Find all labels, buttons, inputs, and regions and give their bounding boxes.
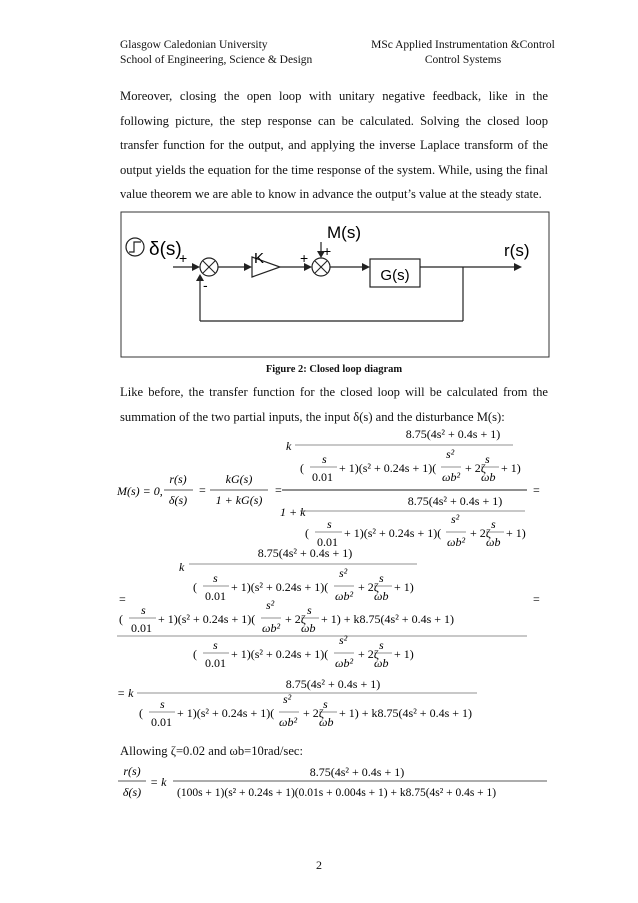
- eq1-equals-1: =: [199, 483, 206, 497]
- eq3-numpoly: 8.75(4s² + 0.4s + 1): [285, 677, 381, 691]
- plus-sign-2: +: [300, 250, 309, 266]
- eq1-mid: + 2ζ: [465, 461, 486, 475]
- eq1-kg-num: kG(s): [225, 472, 253, 486]
- eq2-k: k: [179, 560, 185, 574]
- eq2-wb-a: ωb: [374, 589, 389, 603]
- eq2-s-a: s: [213, 571, 218, 585]
- eq1-end: + 1): [501, 461, 521, 475]
- eq1-equals-2: =: [275, 483, 282, 497]
- gain-label: K: [254, 250, 265, 267]
- eq1-lhs: M(s) = 0,: [117, 484, 163, 498]
- header-right: [368, 38, 558, 68]
- final-lhs-num: r(s): [123, 764, 141, 778]
- eq3-wb2: ωb²: [279, 715, 298, 729]
- eq2-end-a: + 1): [394, 580, 414, 594]
- eq2-end-c: + 1): [394, 647, 414, 661]
- eq2-wb2-c: ωb²: [335, 656, 354, 670]
- eq2-s2-a: s²: [339, 566, 348, 580]
- equations-block: [115, 425, 555, 735]
- second-paragraph: Like before, the transfer function for the closed loop will be calculated from the summation of the two partial inputs, the input δ(s) and the disturbance M(s):: [120, 385, 548, 424]
- school-name: School of Engineering, Science & Design: [120, 54, 313, 66]
- input-label: δ(s): [149, 239, 182, 260]
- eq1-001-bot: 0.01: [317, 535, 338, 549]
- final-eq-k: = k: [150, 775, 167, 789]
- eq1-wb-top: ωb: [481, 470, 496, 484]
- eq1-mid-b: + 2ζ: [470, 526, 491, 540]
- page-number: 2: [316, 858, 322, 872]
- eq2-factor-c: + 1)(s² + 0.24s + 1)(: [231, 647, 329, 661]
- eq2-001-a: 0.01: [205, 589, 226, 603]
- eq1-k-top: k: [286, 439, 292, 453]
- eq1-open-paren: (: [300, 461, 304, 475]
- eq1-kg-den: 1 + kG(s): [215, 493, 263, 507]
- eq2-equals-right: =: [533, 592, 540, 606]
- eq1-factor-1-b: + 1)(s² + 0.24s + 1)(: [344, 526, 442, 540]
- eq2-mid-c: + 2ζ: [358, 647, 379, 661]
- eq2-end-b: + 1) + k8.75(4s² + 0.4s + 1): [321, 612, 454, 626]
- eq3-end: + 1) + k8.75(4s² + 0.4s + 1): [339, 706, 472, 720]
- eq1-equals-3: =: [533, 483, 540, 497]
- eq2-wb-c: ωb: [374, 656, 389, 670]
- eq2-wb2-a: ωb²: [335, 589, 354, 603]
- eq2-numpoly: 8.75(4s² + 0.4s + 1): [257, 546, 353, 560]
- eq2-equals-left: =: [119, 592, 126, 606]
- course-name: MSc Applied Instrumentation &Control: [371, 39, 555, 51]
- eq2-s-c: s: [213, 638, 218, 652]
- eq1-s2-bot: s²: [451, 512, 460, 526]
- allowing-text: Allowing ζ=0.02 and ωb=10rad/sec:: [120, 744, 304, 758]
- figure-caption: Figure 2: Closed loop diagram: [265, 364, 403, 375]
- output-label: r(s): [504, 241, 530, 260]
- eq2-mid-b: + 2ζ: [285, 612, 306, 626]
- final-equation: [115, 762, 555, 807]
- eq2-paren-b: (: [119, 612, 123, 626]
- eq1-open-paren-b: (: [305, 526, 309, 540]
- header-left: [120, 38, 312, 68]
- eq2-factor-a: + 1)(s² + 0.24s + 1)(: [231, 580, 329, 594]
- eq2-wb2-b: ωb²: [262, 621, 281, 635]
- eq1-ratio-num: r(s): [169, 472, 187, 486]
- eq3-k: = k: [117, 686, 134, 700]
- minus-sign: -: [203, 277, 208, 293]
- eq3-mid: + 2ζ: [303, 706, 324, 720]
- eq2-s-c2: s: [379, 638, 384, 652]
- eq2-wb-b: ωb: [301, 621, 316, 635]
- eq2-s-a2: s: [379, 571, 384, 585]
- eq3-wb: ωb: [319, 715, 334, 729]
- closed-loop-diagram: [120, 211, 550, 358]
- eq1-factor-1: + 1)(s² + 0.24s + 1)(: [339, 461, 437, 475]
- eq1-numpoly-bot: 8.75(4s² + 0.4s + 1): [407, 494, 503, 508]
- eq1-s-top: s: [322, 452, 327, 466]
- final-lhs-den: δ(s): [122, 785, 142, 799]
- eq3-s2: s²: [283, 692, 292, 706]
- eq1-s-top-2: s: [485, 452, 490, 466]
- eq1-numpoly-top: 8.75(4s² + 0.4s + 1): [405, 427, 501, 441]
- final-numerator: 8.75(4s² + 0.4s + 1): [309, 765, 405, 779]
- plus-sign-1: +: [179, 250, 188, 266]
- eq3-s-2: s: [323, 697, 328, 711]
- eq1-end-b: + 1): [506, 526, 526, 540]
- eq1-s-bot: s: [327, 517, 332, 531]
- final-denominator: (100s + 1)(s² + 0.24s + 1)(0.01s + 0.004s + 1) + k8.75(4s² + 0.4s + 1): [177, 787, 497, 799]
- eq2-001-b: 0.01: [131, 621, 152, 635]
- eq2-factor-b: + 1)(s² + 0.24s + 1)(: [158, 612, 256, 626]
- plant-label: G(s): [380, 267, 410, 284]
- eq3-paren: (: [139, 706, 143, 720]
- university-name: Glasgow Caledonian University: [120, 39, 268, 51]
- module-name: Control Systems: [424, 54, 502, 66]
- eq2-mid-a: + 2ζ: [358, 580, 379, 594]
- eq1-wb-bot: ωb: [486, 535, 501, 549]
- eq2-s-b: s: [141, 603, 146, 617]
- eq2-s2-c: s²: [339, 633, 348, 647]
- eq2-s-b2: s: [307, 603, 312, 617]
- eq2-paren-a: (: [193, 580, 197, 594]
- eq3-factor: + 1)(s² + 0.24s + 1)(: [177, 706, 275, 720]
- eq1-ratio-den: δ(s): [168, 493, 188, 507]
- disturbance-label: M(s): [327, 223, 361, 242]
- eq2-s2-b: s²: [266, 598, 275, 612]
- eq2-paren-c: (: [193, 647, 197, 661]
- eq1-s-bot-2: s: [491, 517, 496, 531]
- eq1-wb2-bot: ωb²: [447, 535, 466, 549]
- intro-paragraph: Moreover, closing the open loop with unitary negative feedback, like in the following picture, the step response can be calculated. Solving the closed loop transfer function for the output, and applying the inverse Laplace transform of the output yields the equation for the time response of the system. While, using the final value theorem we are able to know in advance the output’s value at the steady state.: [120, 89, 548, 201]
- eq1-001-top: 0.01: [312, 470, 333, 484]
- eq3-001: 0.01: [151, 715, 172, 729]
- eq1-one-plus-k: 1 + k: [280, 505, 306, 519]
- eq1-wb2-top: ωb²: [442, 470, 461, 484]
- plus-sign-3: +: [323, 243, 332, 259]
- eq2-001-c: 0.01: [205, 656, 226, 670]
- eq1-s2-top: s²: [446, 447, 455, 461]
- eq3-s: s: [160, 697, 165, 711]
